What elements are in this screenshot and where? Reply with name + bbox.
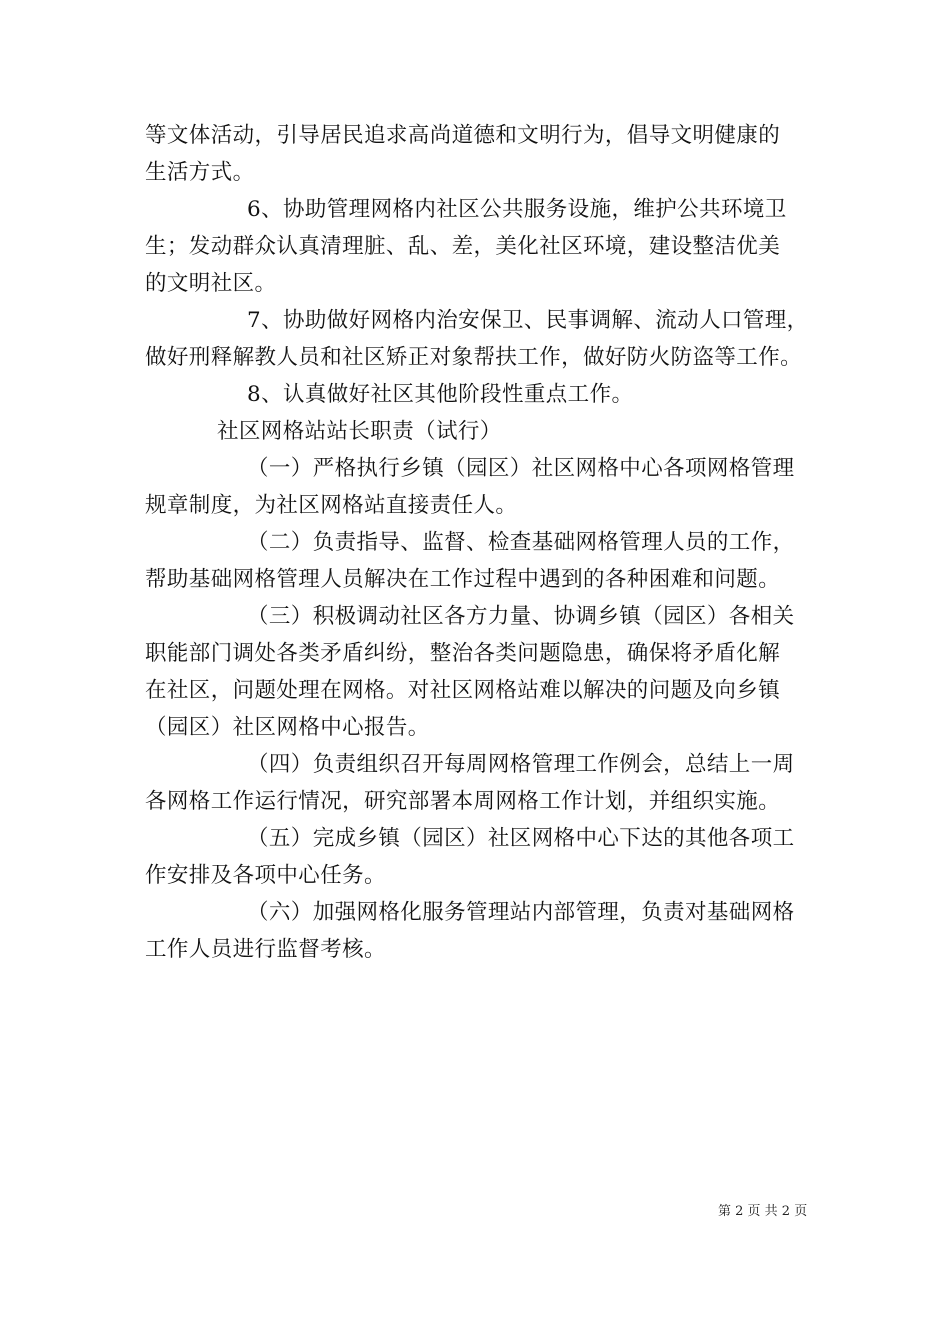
page-number-footer: 第 2 页 共 2 页 bbox=[718, 1204, 808, 1219]
paragraph-line: 帮助基础网格管理人员解决在工作过程中遇到的各种困难和问题。 bbox=[145, 567, 781, 592]
paragraph-line: （三）积极调动社区各方力量、协调乡镇（园区）各相关 bbox=[247, 604, 795, 629]
paragraph-line: （二）负责指导、监督、检查基础网格管理人员的工作， bbox=[247, 530, 795, 555]
paragraph-line: （五）完成乡镇（园区）社区网格中心下达的其他各项工 bbox=[247, 826, 795, 851]
paragraph-line: （一）严格执行乡镇（园区）社区网格中心各项网格管理 bbox=[247, 456, 795, 481]
paragraph-line: 6、协助管理网格内社区公共服务设施，维护公共环境卫 bbox=[247, 197, 787, 222]
paragraph-line: 生活方式。 bbox=[145, 160, 255, 185]
paragraph-line: （六）加强网格化服务管理站内部管理，负责对基础网格 bbox=[247, 900, 795, 925]
paragraph-line: 规章制度，为社区网格站直接责任人。 bbox=[145, 493, 518, 518]
paragraph-line: （园区）社区网格中心报告。 bbox=[145, 715, 430, 740]
paragraph-line: 等文体活动，引导居民追求高尚道德和文明行为，倡导文明健康的 bbox=[145, 123, 781, 148]
section-heading: 社区网格站站长职责（试行） bbox=[217, 419, 502, 444]
paragraph-line: 在社区，问题处理在网格。对社区网格站难以解决的问题及向乡镇 bbox=[145, 678, 781, 703]
document-body bbox=[145, 117, 813, 968]
paragraph-line: 工作人员进行监督考核。 bbox=[145, 937, 386, 962]
paragraph-line: 做好刑释解教人员和社区矫正对象帮扶工作，做好防火防盗等工作。 bbox=[145, 345, 803, 370]
paragraph-line: 各网格工作运行情况，研究部署本周网格工作计划，并组织实施。 bbox=[145, 789, 781, 814]
paragraph-line: 作安排及各项中心任务。 bbox=[145, 863, 386, 888]
paragraph-line: 的文明社区。 bbox=[145, 271, 277, 296]
paragraph-line: （四）负责组织召开每周网格管理工作例会，总结上一周 bbox=[247, 752, 795, 777]
paragraph-line: 8、认真做好社区其他阶段性重点工作。 bbox=[247, 382, 634, 407]
paragraph-line: 生；发动群众认真清理脏、乱、差，美化社区环境，建设整洁优美 bbox=[145, 234, 781, 259]
paragraph-line: 7、协助做好网格内治安保卫、民事调解、流动人口管理， bbox=[247, 308, 809, 333]
paragraph-line: 职能部门调处各类矛盾纠纷，整治各类问题隐患，确保将矛盾化解 bbox=[145, 641, 781, 666]
